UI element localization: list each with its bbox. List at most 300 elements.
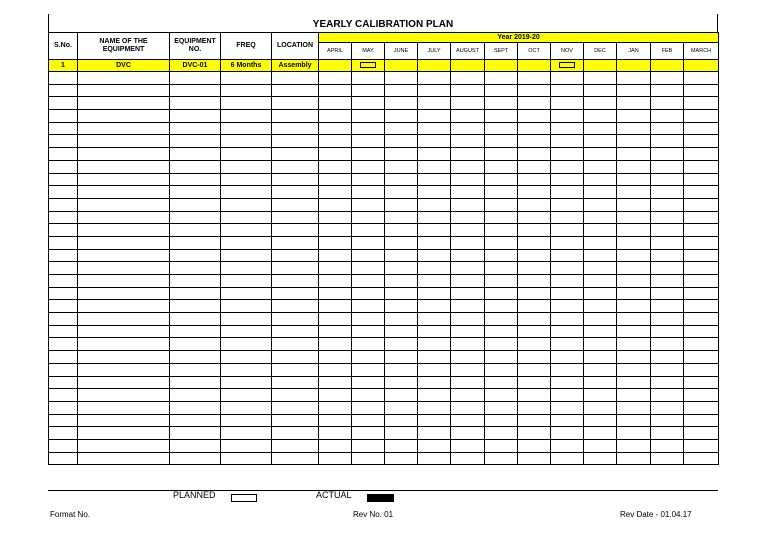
empty-cell xyxy=(451,376,485,389)
table-row xyxy=(49,338,719,351)
month-header: JUNE xyxy=(385,43,418,60)
empty-cell xyxy=(451,439,485,452)
month-header: MARCH xyxy=(684,43,719,60)
empty-cell xyxy=(49,249,78,262)
empty-cell xyxy=(385,363,418,376)
month-header: DEC xyxy=(584,43,617,60)
empty-cell xyxy=(221,110,272,123)
empty-cell xyxy=(319,224,352,237)
empty-cell xyxy=(170,363,221,376)
empty-cell xyxy=(451,249,485,262)
month-header: OCT xyxy=(518,43,551,60)
empty-cell xyxy=(221,363,272,376)
empty-cell xyxy=(584,376,617,389)
empty-cell xyxy=(485,287,518,300)
empty-cell xyxy=(551,262,584,275)
empty-cell xyxy=(352,186,385,199)
empty-cell xyxy=(584,135,617,148)
empty-cell xyxy=(684,249,719,262)
table-row xyxy=(49,452,719,465)
table-row xyxy=(49,224,719,237)
empty-cell xyxy=(272,236,319,249)
cell-month xyxy=(551,60,584,72)
footer-format-no: Format No. xyxy=(50,510,91,519)
empty-cell xyxy=(170,97,221,110)
table-row xyxy=(49,236,719,249)
empty-cell xyxy=(485,186,518,199)
empty-cell xyxy=(584,287,617,300)
empty-cell xyxy=(418,351,451,364)
empty-cell xyxy=(352,262,385,275)
empty-cell xyxy=(385,275,418,288)
empty-cell xyxy=(319,439,352,452)
empty-cell xyxy=(418,72,451,85)
table-row xyxy=(49,389,719,402)
empty-cell xyxy=(319,211,352,224)
empty-cell xyxy=(451,452,485,465)
empty-cell xyxy=(49,427,78,440)
empty-cell xyxy=(352,376,385,389)
empty-cell xyxy=(651,249,684,262)
empty-cell xyxy=(49,262,78,275)
empty-cell xyxy=(617,414,651,427)
empty-cell xyxy=(651,148,684,161)
empty-cell xyxy=(418,401,451,414)
empty-cell xyxy=(272,72,319,85)
empty-cell xyxy=(418,363,451,376)
empty-cell xyxy=(518,249,551,262)
table-row xyxy=(49,122,719,135)
table-row xyxy=(49,325,719,338)
empty-cell xyxy=(551,148,584,161)
empty-cell xyxy=(385,338,418,351)
empty-cell xyxy=(49,452,78,465)
empty-cell xyxy=(352,110,385,123)
empty-cell xyxy=(319,414,352,427)
footer-rev-date: Rev Date - 01.04.17 xyxy=(620,510,692,519)
empty-cell xyxy=(418,110,451,123)
empty-cell xyxy=(319,351,352,364)
empty-cell xyxy=(584,72,617,85)
empty-cell xyxy=(272,452,319,465)
empty-cell xyxy=(551,249,584,262)
month-header: APRIL xyxy=(319,43,352,60)
empty-cell xyxy=(272,376,319,389)
empty-cell xyxy=(78,186,170,199)
empty-cell xyxy=(352,389,385,402)
empty-cell xyxy=(584,427,617,440)
empty-cell xyxy=(451,160,485,173)
empty-cell xyxy=(418,148,451,161)
empty-cell xyxy=(272,287,319,300)
empty-cell xyxy=(221,173,272,186)
empty-cell xyxy=(451,97,485,110)
empty-cell xyxy=(49,338,78,351)
legend-actual-swatch xyxy=(367,494,394,502)
empty-cell xyxy=(651,160,684,173)
empty-cell xyxy=(385,97,418,110)
empty-cell xyxy=(352,351,385,364)
empty-cell xyxy=(49,173,78,186)
empty-cell xyxy=(170,135,221,148)
empty-cell xyxy=(617,452,651,465)
empty-cell xyxy=(451,135,485,148)
empty-cell xyxy=(551,122,584,135)
empty-cell xyxy=(518,186,551,199)
empty-cell xyxy=(684,452,719,465)
empty-cell xyxy=(78,224,170,237)
empty-cell xyxy=(319,262,352,275)
planned-mark xyxy=(360,62,376,68)
empty-cell xyxy=(518,275,551,288)
empty-cell xyxy=(684,160,719,173)
empty-cell xyxy=(617,84,651,97)
header-location: LOCATION xyxy=(272,33,319,60)
empty-cell xyxy=(551,414,584,427)
empty-cell xyxy=(49,160,78,173)
empty-cell xyxy=(684,351,719,364)
cell-sno: 1 xyxy=(49,60,78,72)
empty-cell xyxy=(518,97,551,110)
empty-cell xyxy=(418,236,451,249)
empty-cell xyxy=(221,389,272,402)
empty-cell xyxy=(551,363,584,376)
empty-cell xyxy=(485,135,518,148)
empty-cell xyxy=(584,439,617,452)
empty-cell xyxy=(170,338,221,351)
empty-cell xyxy=(485,173,518,186)
empty-cell xyxy=(684,148,719,161)
table-row xyxy=(49,173,719,186)
empty-cell xyxy=(518,198,551,211)
empty-cell xyxy=(170,452,221,465)
empty-cell xyxy=(385,401,418,414)
empty-cell xyxy=(272,427,319,440)
empty-cell xyxy=(78,439,170,452)
table-row xyxy=(49,439,719,452)
empty-cell xyxy=(418,224,451,237)
empty-cell xyxy=(518,439,551,452)
empty-cell xyxy=(485,439,518,452)
empty-cell xyxy=(272,262,319,275)
empty-cell xyxy=(584,224,617,237)
empty-cell xyxy=(551,275,584,288)
empty-cell xyxy=(518,414,551,427)
empty-cell xyxy=(684,287,719,300)
empty-cell xyxy=(684,186,719,199)
empty-cell xyxy=(551,439,584,452)
empty-cell xyxy=(584,363,617,376)
empty-cell xyxy=(78,275,170,288)
empty-cell xyxy=(78,97,170,110)
empty-cell xyxy=(584,110,617,123)
table-row xyxy=(49,249,719,262)
empty-cell xyxy=(451,122,485,135)
empty-cell xyxy=(485,122,518,135)
empty-cell xyxy=(272,338,319,351)
cell-freq: 6 Months xyxy=(221,60,272,72)
empty-cell xyxy=(684,338,719,351)
empty-cell xyxy=(617,173,651,186)
empty-cell xyxy=(551,97,584,110)
empty-cell xyxy=(221,122,272,135)
empty-cell xyxy=(221,236,272,249)
empty-cell xyxy=(319,173,352,186)
empty-cell xyxy=(418,135,451,148)
empty-cell xyxy=(385,262,418,275)
empty-cell xyxy=(485,262,518,275)
empty-cell xyxy=(485,198,518,211)
empty-cell xyxy=(451,401,485,414)
empty-cell xyxy=(651,198,684,211)
empty-cell xyxy=(518,72,551,85)
empty-cell xyxy=(651,414,684,427)
empty-cell xyxy=(451,198,485,211)
empty-cell xyxy=(418,262,451,275)
empty-cell xyxy=(684,313,719,326)
empty-cell xyxy=(485,325,518,338)
empty-cell xyxy=(451,236,485,249)
empty-cell xyxy=(584,401,617,414)
legend-planned-swatch xyxy=(231,494,257,502)
sheet-title: YEARLY CALIBRATION PLAN xyxy=(48,14,718,32)
empty-cell xyxy=(49,275,78,288)
empty-cell xyxy=(518,452,551,465)
empty-cell xyxy=(78,389,170,402)
empty-cell xyxy=(518,262,551,275)
cell-location: Assembly xyxy=(272,60,319,72)
empty-cell xyxy=(684,224,719,237)
month-header: NOV xyxy=(551,43,584,60)
empty-cell xyxy=(319,122,352,135)
empty-cell xyxy=(485,97,518,110)
planned-mark xyxy=(559,62,575,68)
empty-cell xyxy=(651,122,684,135)
empty-cell xyxy=(651,389,684,402)
empty-cell xyxy=(617,122,651,135)
empty-cell xyxy=(78,300,170,313)
empty-cell xyxy=(49,110,78,123)
empty-cell xyxy=(272,148,319,161)
empty-cell xyxy=(170,198,221,211)
calibration-table xyxy=(48,32,719,465)
empty-cell xyxy=(451,186,485,199)
empty-cell xyxy=(617,262,651,275)
empty-cell xyxy=(617,198,651,211)
empty-cell xyxy=(385,325,418,338)
empty-cell xyxy=(418,452,451,465)
empty-cell xyxy=(78,173,170,186)
empty-cell xyxy=(272,224,319,237)
empty-cell xyxy=(617,376,651,389)
empty-cell xyxy=(551,287,584,300)
empty-cell xyxy=(518,389,551,402)
empty-cell xyxy=(651,351,684,364)
empty-cell xyxy=(221,351,272,364)
empty-cell xyxy=(418,211,451,224)
empty-cell xyxy=(78,427,170,440)
empty-cell xyxy=(385,351,418,364)
empty-cell xyxy=(451,275,485,288)
empty-cell xyxy=(170,313,221,326)
empty-cell xyxy=(684,97,719,110)
empty-cell xyxy=(617,287,651,300)
empty-cell xyxy=(485,427,518,440)
empty-cell xyxy=(584,275,617,288)
month-header: JAN xyxy=(617,43,651,60)
empty-cell xyxy=(319,427,352,440)
empty-cell xyxy=(651,110,684,123)
empty-cell xyxy=(651,300,684,313)
empty-cell xyxy=(451,389,485,402)
empty-cell xyxy=(319,97,352,110)
empty-cell xyxy=(170,148,221,161)
empty-cell xyxy=(617,211,651,224)
empty-cell xyxy=(684,84,719,97)
empty-cell xyxy=(385,84,418,97)
empty-cell xyxy=(49,300,78,313)
empty-cell xyxy=(651,211,684,224)
empty-cell xyxy=(518,351,551,364)
empty-cell xyxy=(385,211,418,224)
cell-month xyxy=(385,60,418,72)
cell-month xyxy=(319,60,352,72)
empty-cell xyxy=(684,110,719,123)
empty-cell xyxy=(485,363,518,376)
empty-cell xyxy=(170,173,221,186)
empty-cell xyxy=(584,148,617,161)
empty-cell xyxy=(684,173,719,186)
empty-cell xyxy=(485,275,518,288)
empty-cell xyxy=(170,401,221,414)
empty-cell xyxy=(651,84,684,97)
empty-cell xyxy=(170,236,221,249)
empty-cell xyxy=(551,211,584,224)
table-row xyxy=(49,287,719,300)
empty-cell xyxy=(319,135,352,148)
empty-cell xyxy=(385,300,418,313)
empty-cell xyxy=(385,452,418,465)
empty-cell xyxy=(651,439,684,452)
empty-cell xyxy=(485,84,518,97)
empty-cell xyxy=(170,249,221,262)
empty-cell xyxy=(684,135,719,148)
month-header: AUGUST xyxy=(451,43,485,60)
empty-cell xyxy=(418,160,451,173)
cell-month xyxy=(651,60,684,72)
empty-cell xyxy=(451,84,485,97)
table-body xyxy=(49,60,719,465)
empty-cell xyxy=(49,84,78,97)
empty-cell xyxy=(319,338,352,351)
empty-cell xyxy=(319,236,352,249)
table-row xyxy=(49,72,719,85)
table-row xyxy=(49,300,719,313)
empty-cell xyxy=(49,135,78,148)
empty-cell xyxy=(352,287,385,300)
empty-cell xyxy=(684,236,719,249)
empty-cell xyxy=(78,160,170,173)
empty-cell xyxy=(170,262,221,275)
table-row xyxy=(49,351,719,364)
empty-cell xyxy=(49,389,78,402)
empty-cell xyxy=(518,122,551,135)
empty-cell xyxy=(651,325,684,338)
empty-cell xyxy=(49,72,78,85)
empty-cell xyxy=(221,338,272,351)
empty-cell xyxy=(272,313,319,326)
empty-cell xyxy=(684,439,719,452)
empty-cell xyxy=(485,452,518,465)
empty-cell xyxy=(49,313,78,326)
month-header: MAY xyxy=(352,43,385,60)
empty-cell xyxy=(385,72,418,85)
empty-cell xyxy=(485,300,518,313)
empty-cell xyxy=(584,84,617,97)
cell-equip-no: DVC-01 xyxy=(170,60,221,72)
empty-cell xyxy=(170,72,221,85)
empty-cell xyxy=(617,186,651,199)
empty-cell xyxy=(651,313,684,326)
table-row xyxy=(49,135,719,148)
empty-cell xyxy=(584,325,617,338)
empty-cell xyxy=(451,363,485,376)
empty-cell xyxy=(272,275,319,288)
empty-cell xyxy=(319,186,352,199)
empty-cell xyxy=(418,249,451,262)
legend-actual-label: ACTUAL xyxy=(316,490,352,500)
empty-cell xyxy=(272,389,319,402)
empty-cell xyxy=(170,186,221,199)
cell-month xyxy=(684,60,719,72)
empty-cell xyxy=(551,389,584,402)
empty-cell xyxy=(485,110,518,123)
empty-cell xyxy=(352,224,385,237)
empty-cell xyxy=(518,401,551,414)
empty-cell xyxy=(221,414,272,427)
empty-cell xyxy=(451,338,485,351)
empty-cell xyxy=(319,160,352,173)
empty-cell xyxy=(272,84,319,97)
empty-cell xyxy=(352,401,385,414)
table-row xyxy=(49,148,719,161)
month-header: FEB xyxy=(651,43,684,60)
empty-cell xyxy=(684,325,719,338)
table-row xyxy=(49,110,719,123)
empty-cell xyxy=(49,236,78,249)
empty-cell xyxy=(518,135,551,148)
empty-cell xyxy=(684,211,719,224)
empty-cell xyxy=(584,249,617,262)
empty-cell xyxy=(617,363,651,376)
empty-cell xyxy=(385,389,418,402)
empty-cell xyxy=(170,439,221,452)
empty-cell xyxy=(518,427,551,440)
empty-cell xyxy=(584,236,617,249)
empty-cell xyxy=(451,414,485,427)
table-row xyxy=(49,198,719,211)
empty-cell xyxy=(418,122,451,135)
empty-cell xyxy=(221,452,272,465)
empty-cell xyxy=(319,198,352,211)
empty-cell xyxy=(551,376,584,389)
empty-cell xyxy=(49,186,78,199)
empty-cell xyxy=(451,287,485,300)
empty-cell xyxy=(319,72,352,85)
empty-cell xyxy=(221,439,272,452)
empty-cell xyxy=(485,351,518,364)
empty-cell xyxy=(418,186,451,199)
